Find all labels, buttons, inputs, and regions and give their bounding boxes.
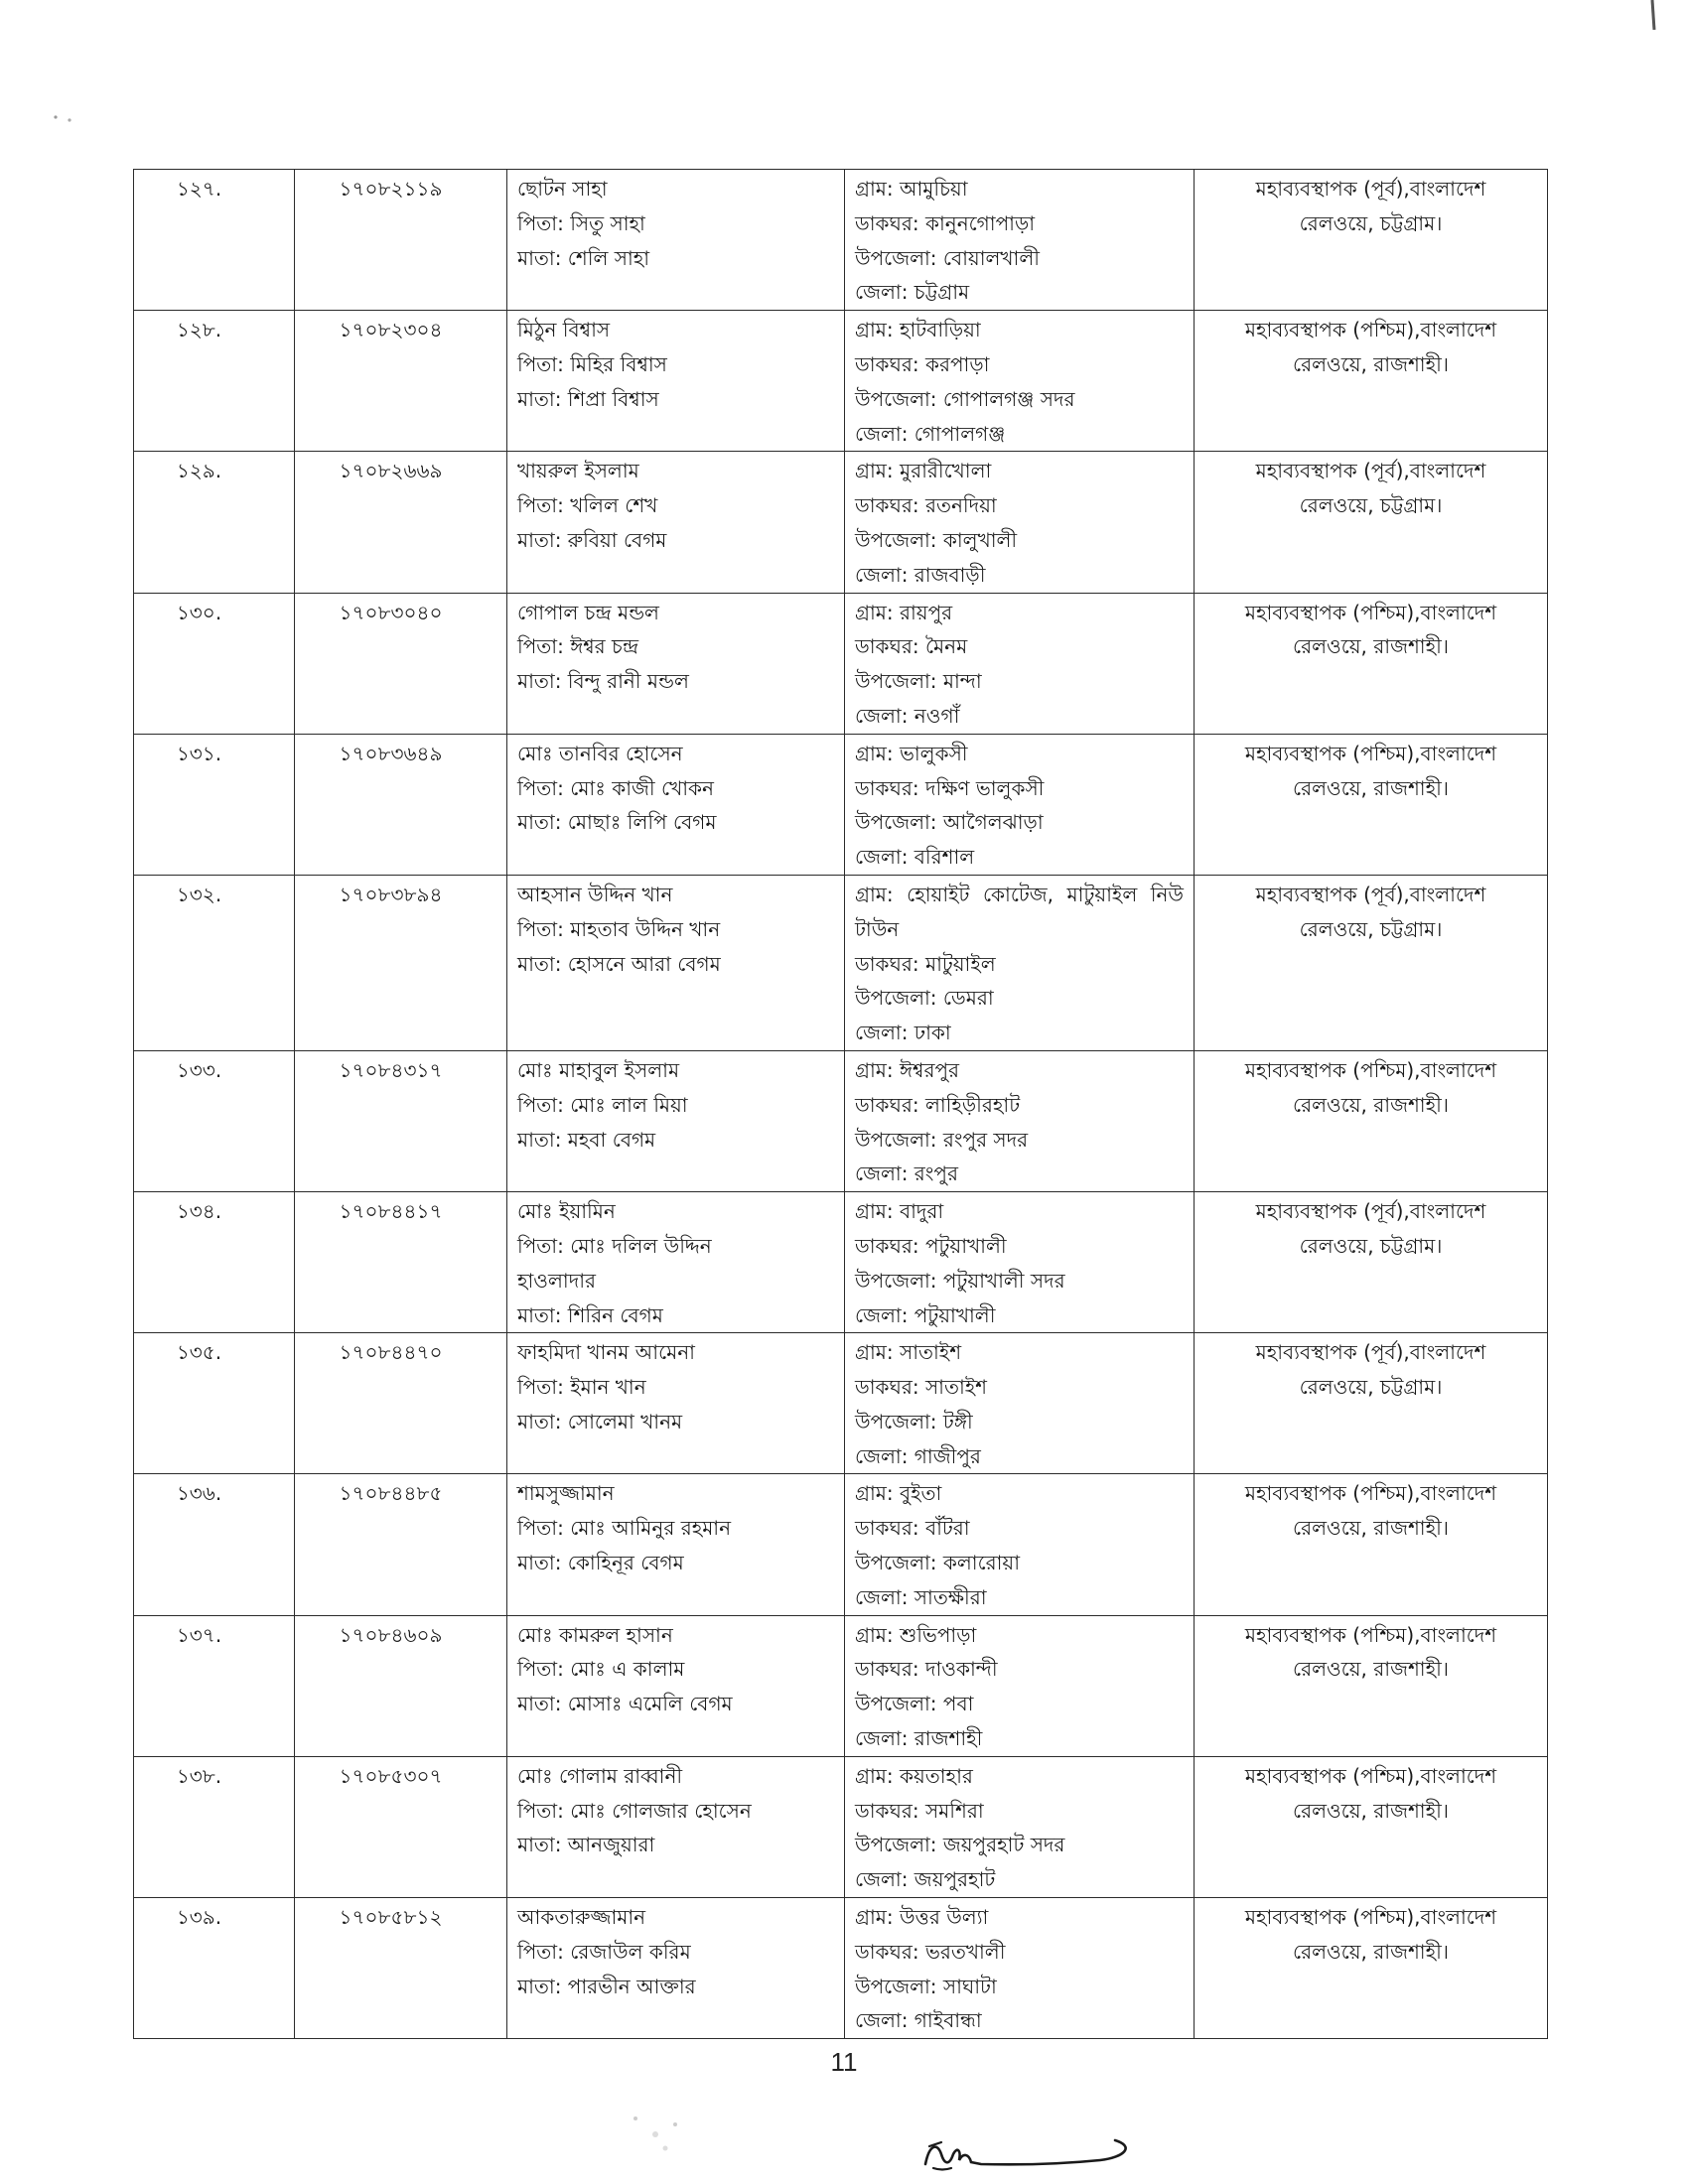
candidate-name-line: মিঠুন বিশ্বাস (517, 318, 611, 342)
candidate-name-line: আহসান উদ্দিন খান (517, 882, 673, 906)
address-line: উপজেলা: পবা (855, 1692, 974, 1716)
name-cell (507, 1192, 845, 1333)
serial-number: ১২৭. (176, 177, 222, 201)
table-row (134, 875, 1548, 1050)
candidate-name-line: পিতা: মোঃ আমিনুর রহমান (517, 1516, 732, 1541)
table-row (134, 1474, 1548, 1615)
candidate-name-line: মোঃ কামরুল হাসান (517, 1622, 673, 1647)
roll-number: ১৭০৮৩৬৪৯ (339, 741, 443, 765)
address-line: উপজেলা: মান্দা (855, 669, 982, 694)
address-line: ডাকঘর: রতনদিয়া (855, 493, 997, 518)
posting-cell (1195, 1898, 1548, 2039)
address-line: গ্রাম: মুরারীখোলা (855, 459, 992, 483)
serial-number: ১৩৫. (176, 1340, 222, 1365)
serial-number: ১৩২. (176, 882, 222, 906)
posting-office-line: মহাব্যবস্থাপক (পশ্চিম),বাংলাদেশ (1244, 600, 1497, 624)
serial-cell (134, 1333, 295, 1474)
roll-cell (295, 593, 507, 734)
posting-cell (1195, 593, 1548, 734)
posting-office-line: রেলওয়ে, রাজশাহী। (1293, 1516, 1449, 1541)
serial-cell (134, 1898, 295, 2039)
address-line: জেলা: গাজীপুর (855, 1443, 981, 1468)
table-row (134, 1898, 1548, 2039)
table-row (134, 1333, 1548, 1474)
posting-office-line: রেলওয়ে, রাজশাহী। (1293, 634, 1449, 659)
address-line: জেলা: নওগাঁ (855, 703, 960, 728)
serial-cell (134, 593, 295, 734)
roll-cell (295, 311, 507, 452)
serial-cell (134, 170, 295, 311)
address-line: জেলা: রংপুর (855, 1161, 958, 1186)
address-line: ডাকঘর: করপাড়া (855, 351, 990, 376)
candidate-name-line: মাতা: শিরিন বেগম (517, 1302, 663, 1327)
address-cell (845, 875, 1195, 1050)
serial-number: ১৩৮. (176, 1763, 222, 1788)
table-row (134, 170, 1548, 311)
roll-number: ১৭০৮৪৪৭০ (339, 1340, 443, 1365)
address-line: ডাকঘর: পটুয়াখালী (855, 1233, 1007, 1258)
roll-number: ১৭০৮৪৪৮৫ (339, 1481, 443, 1506)
posting-cell (1195, 1474, 1548, 1615)
address-line: গ্রাম: বাদুরা (855, 1199, 944, 1224)
address-line: ডাকঘর: সাতাইশ (855, 1375, 988, 1400)
serial-number: ১৩৪. (176, 1199, 222, 1224)
posting-office-line: মহাব্যবস্থাপক (পশ্চিম),বাংলাদেশ (1244, 1057, 1497, 1082)
serial-number: ১২৮. (176, 318, 222, 342)
address-cell (845, 1474, 1195, 1615)
address-line: উপজেলা: রংপুর সদর (855, 1127, 1029, 1152)
roll-cell (295, 1333, 507, 1474)
posting-cell (1195, 1615, 1548, 1756)
address-line: জেলা: গাইবান্ধা (855, 2008, 982, 2033)
candidate-name-line: মোঃ ইয়ামিন (517, 1199, 616, 1224)
address-line: উপজেলা: আগৈলঝাড়া (855, 810, 1044, 835)
candidate-name-line: মাতা: হোসনে আরা বেগম (517, 951, 721, 976)
address-line: গ্রাম: আমুচিয়া (855, 177, 968, 201)
posting-cell (1195, 311, 1548, 452)
posting-office-line: রেলওয়ে, রাজশাহী। (1293, 1092, 1449, 1117)
serial-number: ১৩৬. (176, 1481, 222, 1506)
roll-cell (295, 875, 507, 1050)
posting-office-line: রেলওয়ে, চট্টগ্রাম। (1299, 916, 1443, 941)
serial-cell (134, 734, 295, 875)
candidate-name-line: পিতা: মোঃ দলিল উদ্দিন (517, 1233, 712, 1258)
posting-cell (1195, 875, 1548, 1050)
address-line: উপজেলা: জয়পুরহাট সদর (855, 1833, 1065, 1857)
address-line: গ্রাম: হোয়াইট কোটেজ, মাটুয়াইল নিউ টাউন (855, 882, 1184, 941)
candidate-name-line: মাতা: বিন্দু রানী মন্ডল (517, 669, 689, 694)
address-line: জেলা: রাজবাড়ী (855, 562, 986, 587)
address-line: ডাকঘর: দক্ষিণ ভালুকসী (855, 775, 1045, 800)
candidate-name-line: খায়রুল ইসলাম (517, 459, 639, 483)
address-line: জেলা: গোপালগঞ্জ (855, 421, 1006, 446)
address-line: গ্রাম: কয়তাহার (855, 1763, 973, 1788)
candidate-name-line: পিতা: খলিল শেখ (517, 493, 658, 518)
roll-number: ১৭০৮৪৩১৭ (339, 1057, 443, 1082)
candidate-table-body (134, 170, 1548, 2039)
roll-cell (295, 1898, 507, 2039)
posting-office-line: রেলওয়ে, রাজশাহী। (1293, 351, 1449, 376)
candidate-name-line: মোঃ মাহাবুল ইসলাম (517, 1057, 680, 1082)
candidate-name-line: পিতা: মোঃ গোলজার হোসেন (517, 1798, 752, 1823)
serial-number: ১২৯. (176, 459, 222, 483)
roll-cell (295, 1474, 507, 1615)
candidate-name-line: ছোটন সাহা (517, 177, 608, 201)
address-cell (845, 311, 1195, 452)
serial-number: ১৩৯. (176, 1905, 222, 1930)
posting-office-line: মহাব্যবস্থাপক (পশ্চিম),বাংলাদেশ (1244, 318, 1497, 342)
posting-office-line: মহাব্যবস্থাপক (পশ্চিম),বাংলাদেশ (1244, 741, 1497, 765)
address-cell (845, 1615, 1195, 1756)
address-line: ডাকঘর: ভরতখালী (855, 1939, 1006, 1964)
candidate-name-line: পিতা: মাহতাব উদ্দিন খান (517, 916, 721, 941)
table-row (134, 593, 1548, 734)
posting-office-line: রেলওয়ে, চট্টগ্রাম। (1299, 1375, 1443, 1400)
address-line: জেলা: ঢাকা (855, 1021, 951, 1045)
serial-cell (134, 1474, 295, 1615)
roll-cell (295, 1756, 507, 1897)
serial-cell (134, 875, 295, 1050)
address-line: জেলা: বরিশাল (855, 845, 975, 870)
candidate-name-line: গোপাল চন্দ্র মন্ডল (517, 600, 659, 624)
address-line: উপজেলা: টঙ্গী (855, 1409, 973, 1433)
address-line: গ্রাম: রায়পুর (855, 600, 953, 624)
table-row (134, 311, 1548, 452)
scan-speck-left (50, 109, 79, 129)
scan-speck-bottom (616, 2105, 715, 2164)
address-line: গ্রাম: বুইতা (855, 1481, 942, 1506)
roll-cell (295, 1615, 507, 1756)
serial-number: ১৩৩. (176, 1057, 222, 1082)
roll-cell (295, 1050, 507, 1191)
candidate-name-line: মাতা: পারভীন আক্তার (517, 1974, 696, 1998)
serial-cell (134, 1050, 295, 1191)
signature-icon (912, 2124, 1170, 2184)
name-cell (507, 875, 845, 1050)
address-cell (845, 734, 1195, 875)
candidate-name-line: মাতা: মহবা বেগম (517, 1127, 656, 1152)
serial-cell (134, 452, 295, 593)
roll-number: ১৭০৮৪৪১৭ (339, 1199, 443, 1224)
posting-cell (1195, 734, 1548, 875)
scan-speck-top-right (1648, 0, 1688, 30)
address-cell (845, 1192, 1195, 1333)
posting-office-line: রেলওয়ে, রাজশাহী। (1293, 775, 1449, 800)
posting-cell (1195, 1756, 1548, 1897)
name-cell (507, 1333, 845, 1474)
candidate-name-line: পিতা: মোঃ এ কালাম (517, 1657, 685, 1682)
candidate-name-line: মাতা: কোহিনূর বেগম (517, 1551, 684, 1575)
address-line: জেলা: জয়পুরহাট (855, 1867, 996, 1892)
candidate-name-line: মাতা: আনজুয়ারা (517, 1833, 655, 1857)
posting-office-line: মহাব্যবস্থাপক (পশ্চিম),বাংলাদেশ (1244, 1905, 1497, 1930)
roll-cell (295, 452, 507, 593)
serial-number: ১৩১. (176, 741, 222, 765)
address-line: ডাকঘর: বাঁটরা (855, 1516, 970, 1541)
serial-cell (134, 1192, 295, 1333)
posting-cell (1195, 170, 1548, 311)
name-cell (507, 452, 845, 593)
posting-cell (1195, 1333, 1548, 1474)
candidate-name-line: ফাহমিদা খানম আমেনা (517, 1340, 695, 1365)
address-line: জেলা: সাতক্ষীরা (855, 1584, 987, 1609)
candidate-name-line: মোঃ গোলাম রাব্বানী (517, 1763, 683, 1788)
serial-cell (134, 311, 295, 452)
candidate-name-line: হাওলাদার (517, 1268, 597, 1293)
address-line: ডাকঘর: মাটুয়াইল (855, 951, 996, 976)
posting-office-line: মহাব্যবস্থাপক (পশ্চিম),বাংলাদেশ (1244, 1622, 1497, 1647)
address-line: উপজেলা: কালুখালী (855, 527, 1018, 552)
name-cell (507, 593, 845, 734)
page-number: 11 (830, 2047, 858, 2077)
roll-number: ১৭০৮৩৮৯৪ (339, 882, 443, 906)
address-line: ডাকঘর: সমশিরা (855, 1798, 984, 1823)
candidate-name-line: আকতারুজ্জামান (517, 1905, 646, 1930)
candidate-name-line: শামসুজ্জামান (517, 1481, 615, 1506)
address-cell (845, 593, 1195, 734)
candidate-name-line: মাতা: মোছাঃ লিপি বেগম (517, 810, 717, 835)
posting-office-line: মহাব্যবস্থাপক (পশ্চিম),বাংলাদেশ (1244, 1763, 1497, 1788)
address-cell (845, 1050, 1195, 1191)
roll-number: ১৭০৮৩০৪০ (339, 600, 443, 624)
candidate-name-line: মোঃ তানবির হোসেন (517, 741, 683, 765)
roll-cell (295, 1192, 507, 1333)
candidate-table (133, 169, 1548, 2039)
name-cell (507, 1474, 845, 1615)
posting-office-line: মহাব্যবস্থাপক (পূর্ব),বাংলাদেশ (1255, 177, 1486, 201)
address-cell (845, 170, 1195, 311)
serial-cell (134, 1615, 295, 1756)
posting-office-line: মহাব্যবস্থাপক (পশ্চিম),বাংলাদেশ (1244, 1481, 1497, 1506)
address-line: ডাকঘর: কানুনগোপাড়া (855, 210, 1036, 235)
posting-office-line: মহাব্যবস্থাপক (পূর্ব),বাংলাদেশ (1255, 1199, 1486, 1224)
serial-number: ১৩৭. (176, 1622, 222, 1647)
posting-office-line: রেলওয়ে, চট্টগ্রাম। (1299, 493, 1443, 518)
address-line: জেলা: চট্টগ্রাম (855, 280, 970, 305)
posting-office-line: রেলওয়ে, চট্টগ্রাম। (1299, 210, 1443, 235)
table-row (134, 734, 1548, 875)
roll-number: ১৭০৮২৬৬৯ (339, 459, 443, 483)
address-cell (845, 1898, 1195, 2039)
candidate-name-line: পিতা: রেজাউল করিম (517, 1939, 691, 1964)
table-row (134, 1192, 1548, 1333)
address-line: গ্রাম: ঈশ্বরপুর (855, 1057, 960, 1082)
serial-number: ১৩০. (176, 600, 222, 624)
candidate-name-line: মাতা: শিপ্রা বিশ্বাস (517, 386, 659, 411)
candidate-name-line: মাতা: রুবিয়া বেগম (517, 527, 667, 552)
candidate-name-line: পিতা: মোঃ কাজী খোকন (517, 775, 714, 800)
candidate-name-line: মাতা: মোসাঃ এমেলি বেগম (517, 1692, 733, 1716)
posting-cell (1195, 1192, 1548, 1333)
address-line: ডাকঘর: লাহিড়ীরহাট (855, 1092, 1021, 1117)
address-cell (845, 1756, 1195, 1897)
name-cell (507, 734, 845, 875)
posting-office-line: রেলওয়ে, চট্টগ্রাম। (1299, 1233, 1443, 1258)
address-line: উপজেলা: ডেমরা (855, 986, 994, 1011)
name-cell (507, 1050, 845, 1191)
roll-cell (295, 170, 507, 311)
candidate-name-line: পিতা: মিহির বিশ্বাস (517, 351, 667, 376)
table-row (134, 1615, 1548, 1756)
address-line: উপজেলা: পটুয়াখালী সদর (855, 1268, 1065, 1293)
roll-number: ১৭০৮৪৬০৯ (339, 1622, 443, 1647)
candidate-name-line: মাতা: সোলেমা খানম (517, 1409, 683, 1433)
address-line: উপজেলা: সাঘাটা (855, 1974, 997, 1998)
table-row (134, 452, 1548, 593)
address-line: গ্রাম: সাতাইশ (855, 1340, 962, 1365)
name-cell (507, 311, 845, 452)
posting-office-line: মহাব্যবস্থাপক (পূর্ব),বাংলাদেশ (1255, 882, 1486, 906)
roll-number: ১৭০৮৫৮১২ (339, 1905, 443, 1930)
address-line: গ্রাম: হাটবাড়িয়া (855, 318, 981, 342)
address-cell (845, 452, 1195, 593)
address-line: উপজেলা: কলারোয়া (855, 1551, 1020, 1575)
address-line: গ্রাম: উত্তর উল্যা (855, 1905, 989, 1930)
candidate-name-line: মাতা: শেলি সাহা (517, 245, 650, 270)
table-row (134, 1050, 1548, 1191)
posting-cell (1195, 452, 1548, 593)
roll-number: ১৭০৮২১১৯ (339, 177, 443, 201)
address-line: উপজেলা: গোপালগঞ্জ সদর (855, 386, 1075, 411)
posting-office-line: রেলওয়ে, রাজশাহী। (1293, 1657, 1449, 1682)
name-cell (507, 1615, 845, 1756)
candidate-name-line: পিতা: সিতু সাহা (517, 210, 645, 235)
name-cell (507, 1898, 845, 2039)
name-cell (507, 170, 845, 311)
address-line: ডাকঘর: মৈনম (855, 634, 968, 659)
serial-cell (134, 1756, 295, 1897)
posting-office-line: মহাব্যবস্থাপক (পূর্ব),বাংলাদেশ (1255, 459, 1486, 483)
name-cell (507, 1756, 845, 1897)
candidate-name-line: পিতা: ইমান খান (517, 1375, 646, 1400)
address-line: জেলা: পটুয়াখালী (855, 1302, 996, 1327)
roll-number: ১৭০৮২৩০৪ (339, 318, 443, 342)
posting-office-line: রেলওয়ে, রাজশাহী। (1293, 1939, 1449, 1964)
table-row (134, 1756, 1548, 1897)
address-line: গ্রাম: শুভিপাড়া (855, 1622, 977, 1647)
roll-cell (295, 734, 507, 875)
roll-number: ১৭০৮৫৩০৭ (339, 1763, 443, 1788)
address-line: উপজেলা: বোয়ালখালী (855, 245, 1040, 270)
address-line: গ্রাম: ভালুকসী (855, 741, 968, 765)
candidate-name-line: পিতা: ঈশ্বর চন্দ্র (517, 634, 639, 659)
posting-cell (1195, 1050, 1548, 1191)
candidate-name-line: পিতা: মোঃ লাল মিয়া (517, 1092, 688, 1117)
address-line: ডাকঘর: দাওকান্দী (855, 1657, 998, 1682)
posting-office-line: রেলওয়ে, রাজশাহী। (1293, 1798, 1449, 1823)
posting-office-line: মহাব্যবস্থাপক (পূর্ব),বাংলাদেশ (1255, 1340, 1486, 1365)
address-line: জেলা: রাজশাহী (855, 1726, 983, 1751)
address-cell (845, 1333, 1195, 1474)
